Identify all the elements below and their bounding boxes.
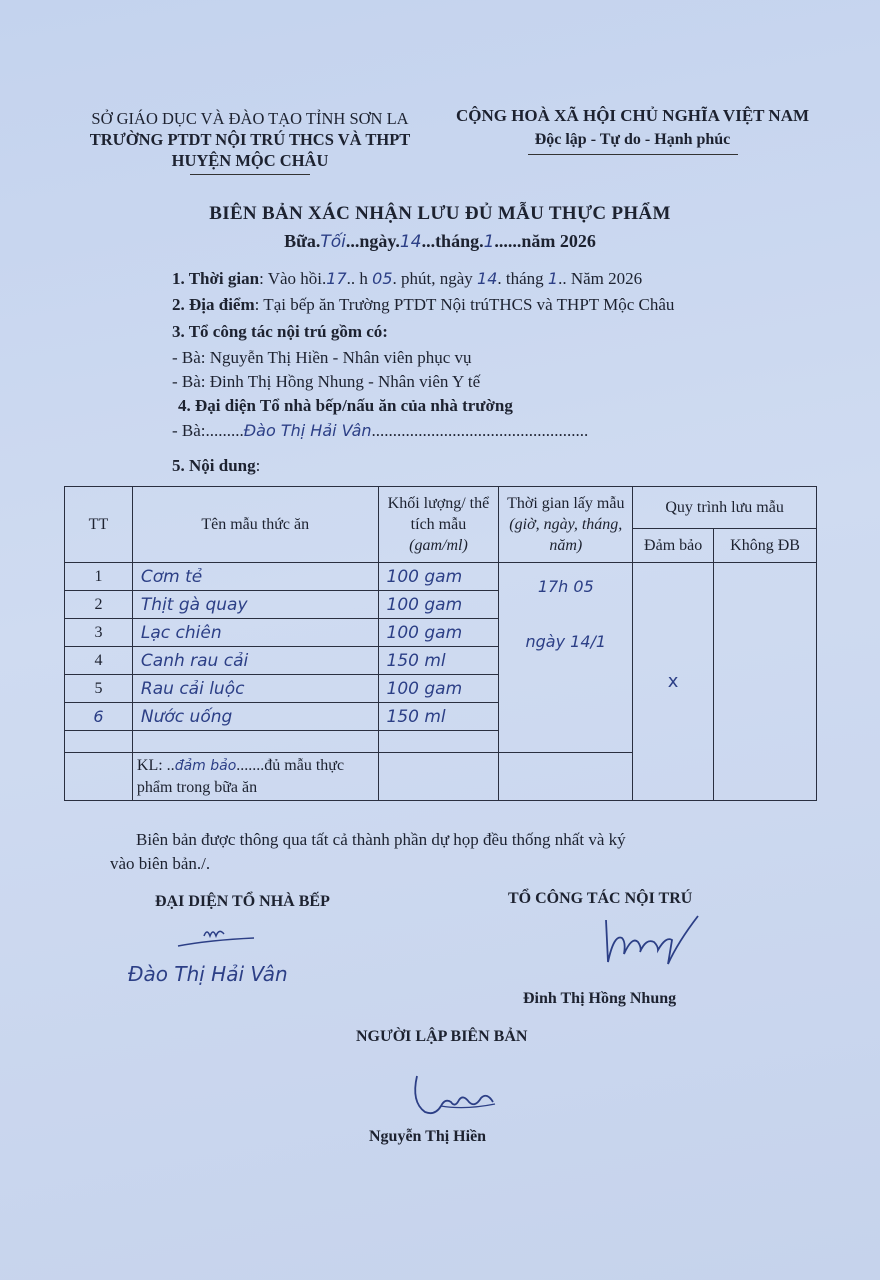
board-signer-name: Đinh Thị Hồng Nhung xyxy=(523,990,677,1007)
weight-header-text: Khối lượng/ thể tích mẫu xyxy=(387,495,490,533)
col-header-tt: TT xyxy=(65,487,133,563)
time-hour: 17 xyxy=(326,269,347,288)
time-value-1: 17h 05 xyxy=(537,577,594,596)
time-text3: . phút, ngày xyxy=(392,269,478,288)
content-label: 5. Nội dung xyxy=(172,456,256,475)
table-header-row xyxy=(65,487,817,529)
district-name: HUYỆN MỘC CHÂU xyxy=(171,151,329,170)
time-text2: .. h xyxy=(346,269,373,288)
col-header-weight xyxy=(378,487,499,563)
country-name: CỘNG HOÀ XÃ HỘI CHỦ NGHĨA VIỆT NAM xyxy=(455,106,810,125)
board-title: TỔ CÔNG TÁC NỘI TRÚ xyxy=(508,890,693,907)
closing-line-1: Biên bản được thông qua tất cả thành phần dự họp đều thống nhất và ký xyxy=(136,830,626,849)
empty-cell xyxy=(132,731,378,753)
row-food-name: Canh rau cải xyxy=(132,647,378,675)
kitchen-rep-signed-name: Đào Thị Hải Vân xyxy=(128,962,288,986)
closing-line-2: vào biên bản./. xyxy=(110,854,211,873)
row-weight: 100 gam xyxy=(378,591,499,619)
col-header-notok: Không ĐB xyxy=(714,529,817,563)
row-tt: 1 xyxy=(65,563,133,591)
dept-name: SỞ GIÁO DỤC VÀ ĐÀO TẠO TỈNH SƠN LA xyxy=(91,109,409,128)
kl-suffix: .......đủ mẫu thực phẩm trong bữa ăn xyxy=(136,757,345,796)
meal-day: 14 xyxy=(399,232,422,252)
kl-prefix: KL: .. xyxy=(136,757,175,774)
time-text4: . tháng xyxy=(497,269,548,288)
col-header-ok: Đảm bảo xyxy=(633,529,714,563)
row-tt: 5 xyxy=(65,675,133,703)
kitchen-rep-dots: ................................................... xyxy=(371,421,589,440)
col-header-name: Tên mẫu thức ăn xyxy=(132,487,378,563)
kl-value: đảm bảo xyxy=(174,758,237,774)
empty-cell xyxy=(378,753,499,801)
kitchen-rep-title: ĐẠI DIỆN TỔ NHÀ BẾP xyxy=(155,893,330,910)
row-weight: 150 ml xyxy=(378,703,499,731)
maker-title: NGƯỜI LẬP BIÊN BẢN xyxy=(356,1028,528,1045)
food-sample-table xyxy=(64,486,817,801)
empty-cell xyxy=(65,753,133,801)
board-member-2: - Bà: Đinh Thị Hồng Nhung - Nhân viên Y tế xyxy=(172,372,481,391)
time-label: 1. Thời gian xyxy=(172,269,260,288)
row-food-name: Nước uống xyxy=(132,703,378,731)
kitchen-rep-prefix: - Bà:......... xyxy=(172,421,244,440)
conclusion-cell xyxy=(132,753,378,801)
meal-year: ......năm 2026 xyxy=(494,231,596,251)
empty-cell xyxy=(378,731,499,753)
meal-prefix: Bữa. xyxy=(284,231,321,251)
meal-line xyxy=(0,231,880,252)
board-signature xyxy=(598,912,708,972)
row-weight: 100 gam xyxy=(378,619,499,647)
col-header-process: Quy trình lưu mẫu xyxy=(633,487,817,529)
row-food-name: Cơm tẻ xyxy=(132,563,378,591)
document-title: BIÊN BẢN XÁC NHẬN LƯU ĐỦ MẪU THỰC PHẨM xyxy=(209,203,671,224)
header-left-underline xyxy=(190,174,310,175)
kitchen-rep-name: Đào Thị Hải Vân xyxy=(243,421,372,440)
time-day: 14 xyxy=(477,269,498,288)
header-left xyxy=(60,108,440,175)
meal-dots2: ...tháng. xyxy=(421,231,484,251)
kitchen-rep-line xyxy=(172,421,588,441)
time-value-2: ngày 14/1 xyxy=(525,632,607,651)
row-tt: 2 xyxy=(65,591,133,619)
maker-name: Nguyễn Thị Hiền xyxy=(369,1128,487,1145)
row-food-name: Thịt gà quay xyxy=(132,591,378,619)
section-content xyxy=(172,456,260,476)
content-colon: : xyxy=(255,456,261,475)
time-header-text: Thời gian lấy mẫu xyxy=(507,495,625,512)
motto: Độc lập - Tự do - Hạnh phúc xyxy=(534,131,731,148)
board-member-1: - Bà: Nguyễn Thị Hiền - Nhân viên phục vụ xyxy=(172,348,472,367)
location-label: 2. Địa điểm xyxy=(172,295,255,314)
time-minute: 05 xyxy=(372,269,393,288)
school-name: TRƯỜNG PTDT NỘI TRÚ THCS VÀ THPT xyxy=(89,130,411,149)
row-weight: 100 gam xyxy=(378,563,499,591)
row-weight: 100 gam xyxy=(378,675,499,703)
weight-header-unit: (gam/ml) xyxy=(409,537,468,554)
ok-mark: x xyxy=(667,671,679,692)
time-header-unit: (giờ, ngày, tháng, năm) xyxy=(509,516,623,554)
section-kitchen-label: 4. Đại diện Tổ nhà bếp/nấu ăn của nhà trường xyxy=(178,396,513,415)
time-text5: .. Năm 2026 xyxy=(558,269,643,288)
row-tt: 3 xyxy=(65,619,133,647)
header-right xyxy=(445,104,820,155)
row-tt: 4 xyxy=(65,647,133,675)
time-text1: : Vào hồi. xyxy=(259,269,327,288)
row-food-name: Lạc chiên xyxy=(132,619,378,647)
kitchen-signature-scribble xyxy=(170,918,260,952)
section-board-label: 3. Tổ công tác nội trú gồm có: xyxy=(172,322,388,341)
meal-dots1: ...ngày. xyxy=(345,231,400,251)
ok-cell xyxy=(633,563,714,801)
row-food-name: Rau cải luộc xyxy=(132,675,378,703)
section-location xyxy=(172,295,674,315)
empty-cell xyxy=(499,753,633,801)
time-cell xyxy=(499,563,633,753)
time-month: 1 xyxy=(547,269,559,288)
meal-value: Tối xyxy=(320,232,346,252)
meal-month: 1 xyxy=(483,232,495,252)
header-right-underline xyxy=(528,154,738,155)
maker-signature xyxy=(405,1072,505,1118)
location-text: : Tại bếp ăn Trường PTDT Nội trúTHCS và THPT Mộc Châu xyxy=(254,295,675,314)
empty-cell xyxy=(65,731,133,753)
table-row xyxy=(65,563,817,591)
col-header-time xyxy=(499,487,633,563)
notok-cell xyxy=(714,563,817,801)
section-time xyxy=(172,269,642,289)
row-tt: 6 xyxy=(65,703,133,731)
row-weight: 150 ml xyxy=(378,647,499,675)
